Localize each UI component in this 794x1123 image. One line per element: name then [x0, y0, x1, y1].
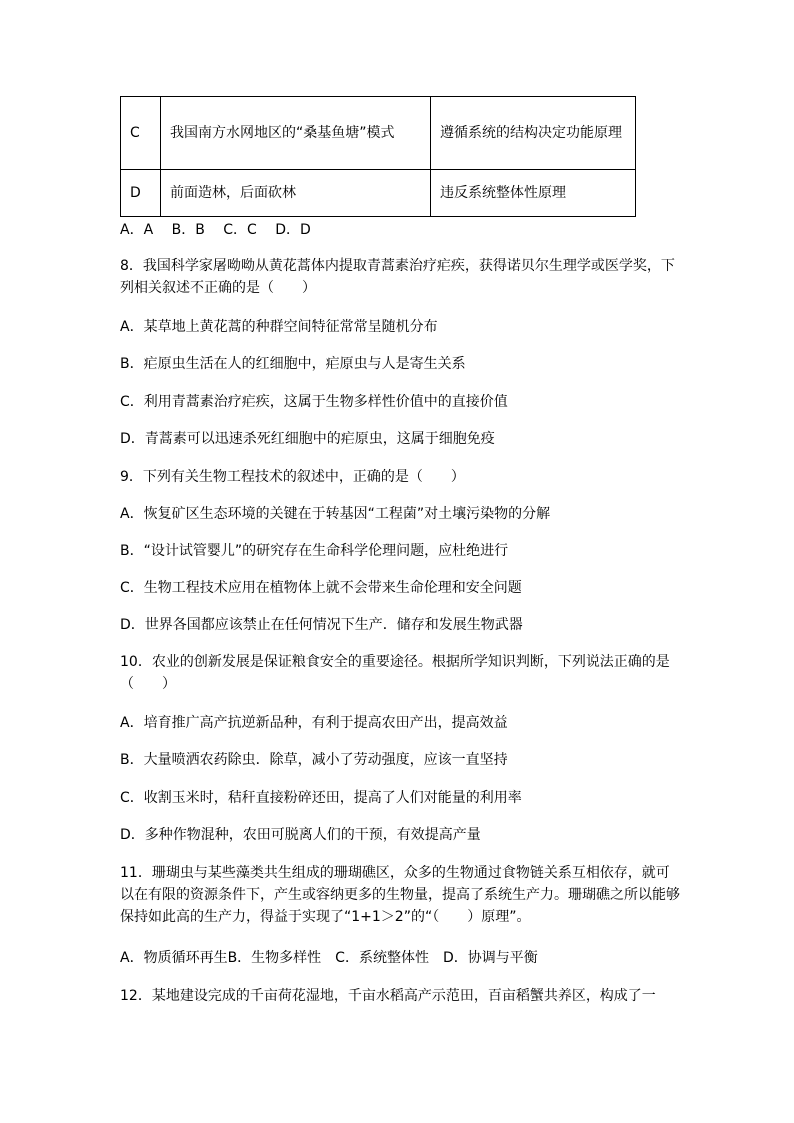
question-11-stem: 11．珊瑚虫与某些藻类共生组成的珊瑚礁区，众多的生物通过食物链关系互相依存，就可以在有限的资源条件下，产生或容纳更多的生物量，提高了系统生产力。珊瑚礁之所以能够保持如此高的生产力，得益于实现了“1+1＞2”的“（ ）原理”。: [120, 865, 680, 925]
question-8-option-c: C．利用青蒿素治疗疟疾，这属于生物多样性价值中的直接价值: [120, 394, 508, 410]
question-10-option-d: D．多种作物混种，农田可脱离人们的干预，有效提高产量: [120, 827, 481, 843]
answer-choices: A．A B．B C．C D．D: [120, 222, 311, 238]
table-cell-option: C: [121, 97, 161, 170]
question-10-option-a: A．培育推广高产抗逆新品种，有利于提高农田产出，提高效益: [120, 715, 508, 731]
table-cell-description: 前面造林，后面砍林: [161, 170, 431, 217]
question-9-stem: 9．下列有关生物工程技术的叙述中，正确的是（ ）: [120, 469, 465, 485]
question-10-option-c: C．收割玉米时，秸秆直接粉碎还田，提高了人们对能量的利用率: [120, 790, 522, 806]
table-cell-principle: 违反系统整体性原理: [431, 170, 636, 217]
question-10-stem: 10．农业的创新发展是保证粮食安全的重要途径。根据所学知识判断，下列说法正确的是（ ）: [120, 654, 670, 692]
table-row: [121, 97, 636, 170]
table-cell-principle: 遵循系统的结构决定功能原理: [431, 97, 636, 170]
table-row: [121, 170, 636, 217]
question-9-option-a: A．恢复矿区生态环境的关键在于转基因“工程菌”对土壤污染物的分解: [120, 506, 551, 522]
question-8-option-b: B．疟原虫生活在人的红细胞中，疟原虫与人是寄生关系: [120, 356, 466, 372]
question-8-option-d: D．青蒿素可以迅速杀死红细胞中的疟原虫，这属于细胞免疫: [120, 431, 495, 447]
question-10-option-b: B．大量喷洒农药除虫．除草，减小了劳动强度，应该一直坚持: [120, 752, 508, 768]
question-12-stem: 12．某地建设完成的千亩荷花湿地，千亩水稻高产示范田，百亩稻蟹共养区，构成了一: [120, 988, 656, 1004]
table-cell-description: 我国南方水网地区的“桑基鱼塘”模式: [161, 97, 431, 170]
question-11-options: A．物质循环再生B．生物多样性 C．系统整体性 D．协调与平衡: [120, 950, 538, 966]
question-9-option-c: C．生物工程技术应用在植物体上就不会带来生命伦理和安全问题: [120, 580, 522, 596]
options-table: [120, 96, 636, 217]
table-cell-option: D: [121, 170, 161, 217]
question-9-option-b: B．“设计试管婴儿”的研究存在生命科学伦理问题，应杜绝进行: [120, 543, 509, 559]
question-8-option-a: A．某草地上黄花蒿的种群空间特征常常呈随机分布: [120, 319, 438, 335]
question-9-option-d: D．世界各国都应该禁止在任何情况下生产．储存和发展生物武器: [120, 617, 523, 633]
question-8-stem: 8．我国科学家屠呦呦从黄花蒿体内提取青蒿素治疗疟疾，获得诺贝尔生理学或医学奖，下列相关叙述不正确的是（ ）: [120, 258, 675, 296]
